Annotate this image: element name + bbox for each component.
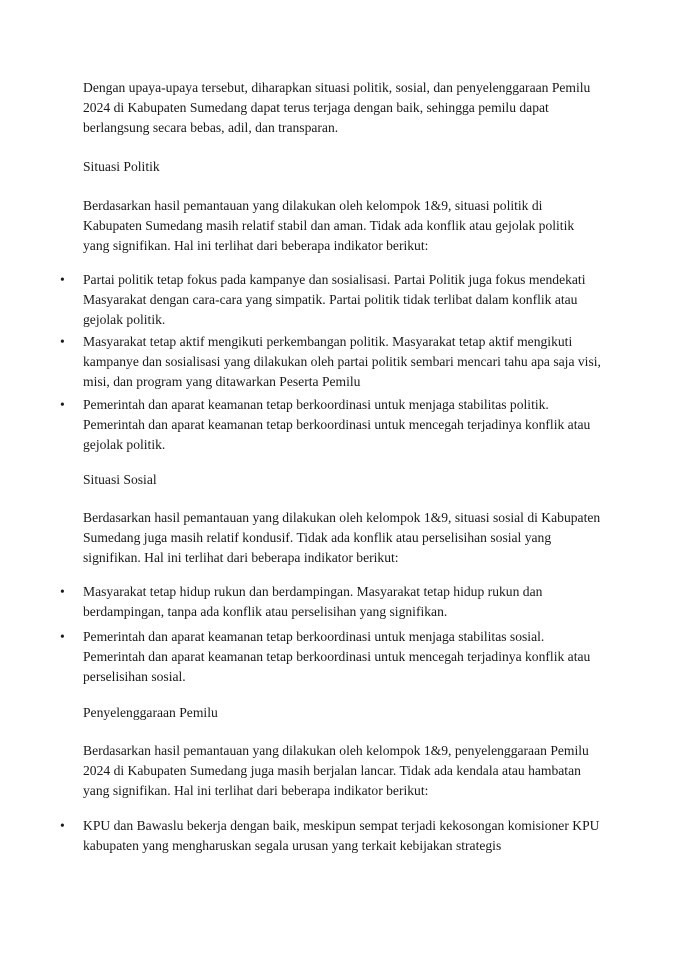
bullet-marker: • xyxy=(60,818,65,833)
pemilu-item-1: KPU dan Bawaslu bekerja dengan baik, meskipun sempat terjadi kekosongan komisioner KPU kabupaten yang mengharuskan segala urusan yang terkait kebijakan strategis xyxy=(83,818,600,853)
bullet-marker: • xyxy=(60,629,65,644)
heading-situasi-sosial: Situasi Sosial xyxy=(83,472,157,487)
politik-item-3: Pemerintah dan aparat keamanan tetap berkoordinasi untuk menjaga stabilitas politik. Pemerintah dan aparat keamanan tetap berkoordinasi untuk mencegah terjadinya konflik atau gejolak politik. xyxy=(83,397,591,452)
politik-item-2: Masyarakat tetap aktif mengikuti perkembangan politik. Masyarakat tetap aktif mengikuti kampanye dan sosialisasi yang dilakukan oleh partai politik sembari mencari tahu apa saja visi, misi, dan program yang ditawarkan Peserta Pemilu xyxy=(83,334,601,389)
bullet-marker: • xyxy=(60,334,65,349)
intro-paragraph: Dengan upaya-upaya tersebut, diharapkan situasi politik, sosial, dan penyelenggaraan Pemilu 2024 di Kabupaten Sumedang dapat terus terjaga dengan baik, sehingga pemilu dapat berlangsung secara bebas, adil, dan transparan. xyxy=(83,80,591,135)
bullet-marker: • xyxy=(60,272,65,287)
politik-item-1: Partai politik tetap fokus pada kampanye dan sosialisasi. Partai Politik juga fokus mendekati Masyarakat dengan cara-cara yang simpatik. Partai politik tidak terlibat dalam konflik atau gejolak politik. xyxy=(83,272,586,327)
heading-situasi-politik: Situasi Politik xyxy=(83,159,160,174)
politik-paragraph: Berdasarkan hasil pemantauan yang dilakukan oleh kelompok 1&9, situasi politik di Kabupaten Sumedang masih relatif stabil dan aman. Tidak ada konflik atau gejolak politik yang signifikan. Hal ini terlihat dari beberapa indikator berikut: xyxy=(83,198,575,253)
bullet-marker: • xyxy=(60,584,65,599)
sosial-paragraph: Berdasarkan hasil pemantauan yang dilakukan oleh kelompok 1&9, situasi sosial di Kabupaten Sumedang juga masih relatif kondusif. Tidak ada konflik atau perselisihan sosial yang signifikan. Hal ini terlihat dari beberapa indikator berikut: xyxy=(83,510,601,565)
sosial-item-1: Masyarakat tetap hidup rukun dan berdampingan. Masyarakat tetap hidup rukun dan berdampingan, tanpa ada konflik atau perselisihan yang signifikan. xyxy=(83,584,543,619)
heading-penyelenggaraan-pemilu: Penyelenggaraan Pemilu xyxy=(83,705,218,720)
pemilu-paragraph: Berdasarkan hasil pemantauan yang dilakukan oleh kelompok 1&9, penyelenggaraan Pemilu 2024 di Kabupaten Sumedang juga masih berjalan lancar. Tidak ada kendala atau hambatan yang signifikan. Hal ini terlihat dari beberapa indikator berikut: xyxy=(83,743,589,798)
sosial-item-2: Pemerintah dan aparat keamanan tetap berkoordinasi untuk menjaga stabilitas sosial. Pemerintah dan aparat keamanan tetap berkoordinasi untuk mencegah terjadinya konflik atau perselisihan sosial. xyxy=(83,629,591,684)
bullet-marker: • xyxy=(60,397,65,412)
